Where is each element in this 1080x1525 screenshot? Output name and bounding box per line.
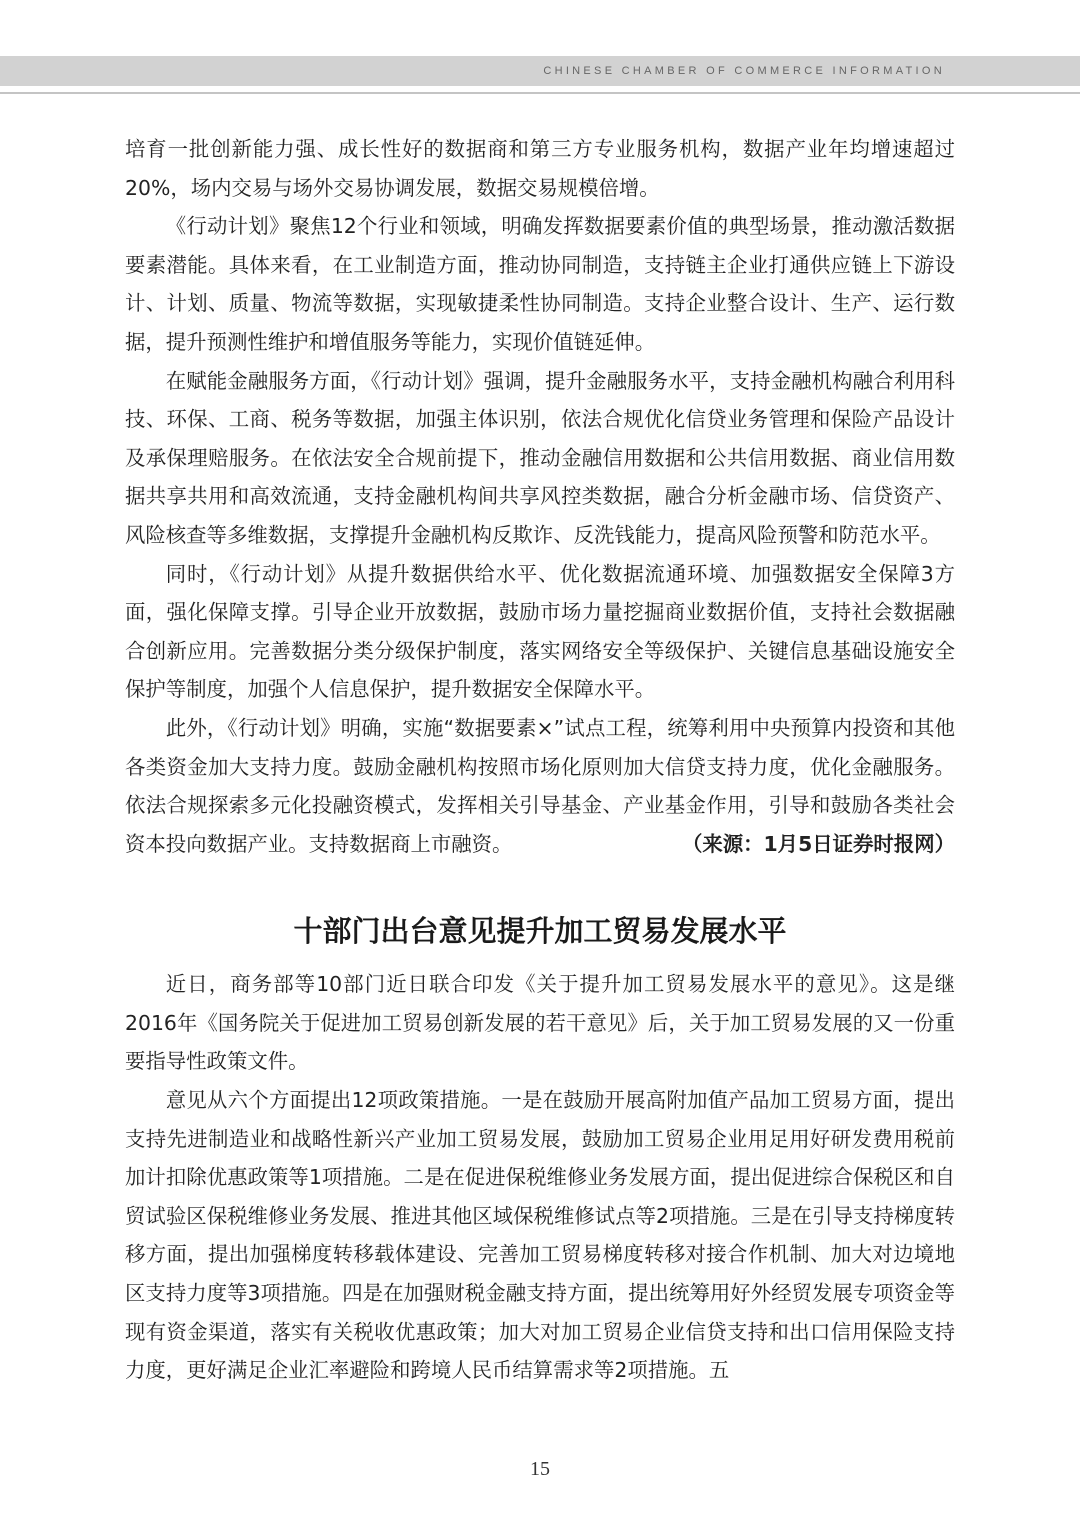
paragraph: 意见从六个方面提出12项政策措施。一是在鼓励开展高附加值产品加工贸易方面，提出支持先进制造业和战略性新兴产业加工贸易发展，鼓励加工贸易企业用足用好研发费用税前加计扣除优惠政策等1项措施。二是在促进保税维修业务发展方面，提出促进综合保税区和自贸试验区保税维修业务发展、推进其他区域保税维修试点等2项措施。三是在引导支持梯度转移方面，提出加强梯度转移载体建设、完善加工贸易梯度转移对接合作机制、加大对边境地区支持力度等3项措施。四是在加强财税金融支持方面，提出统筹用好外经贸发展专项资金等现有资金渠道，落实有关税收优惠政策；加大对加工贸易企业信贷支持和出口信用保险支持力度，更好满足企业汇率避险和跨境人民币结算需求等2项措施。五 [125,1088,955,1383]
page-number: 15 [530,1458,550,1480]
header-divider [0,92,1080,94]
article-title: 十部门出台意见提升加工贸易发展水平 [293,914,787,949]
paragraph: 在赋能金融服务方面，《行动计划》强调，提升金融服务水平，支持金融机构融合利用科技、环保、工商、税务等数据，加强主体识别，依法合规优化信贷业务管理和保险产品设计及承保理赔服务。在依法安全合规前提下，推动金融信用数据和公共信用数据、商业信用数据共享共用和高效流通，支持金融机构间共享风控类数据，融合分析金融市场、信贷资产、风险核查等多维数据，支撑提升金融机构反欺诈、反洗钱能力，提高风险预警和防范水平。 [125,368,955,547]
page-content [125,130,955,1390]
paragraph-text: 此外，《行动计划》明确，实施“数据要素×”试点工程，统筹利用中央预算内投资和其他各类资金加大支持力度。鼓励金融机构按照市场化原则加大信贷支持力度，优化金融服务。依法合规探索多元化投融资模式，发挥相关引导基金、产业基金作用，引导和鼓励各类社会资本投向数据产业。支持数据商上市融资。 [125,715,955,856]
paragraph-with-source [125,709,955,863]
paragraph: 同时，《行动计划》从提升数据供给水平、优化数据流通环境、加强数据安全保障3方面，强化保障支撑。引导企业开放数据，鼓励市场力量挖掘商业数据价值，支持社会数据融合创新应用。完善数据分类分级保护制度，落实网络安全等级保护、关键信息基础设施安全保护等制度，加强个人信息保护，提升数据安全保障水平。 [125,561,955,702]
source-citation: （来源：1月5日证券时报网） [681,831,955,856]
header-title: CHINESE CHAMBER OF COMMERCE INFORMATION [543,65,945,77]
paragraph: 培育一批创新能力强、成长性好的数据商和第三方专业服务机构，数据产业年均增速超过20%，场内交易与场外交易协调发展，数据交易规模倍增。 [125,137,955,200]
paragraph: 《行动计划》聚焦12个行业和领域，明确发挥数据要素价值的典型场景，推动激活数据要素潜能。具体来看，在工业制造方面，推动协同制造，支持链主企业打通供应链上下游设计、计划、质量、物流等数据，实现敏捷柔性协同制造。支持企业整合设计、生产、运行数据，提升预测性维护和增值服务等能力，实现价值链延伸。 [125,214,955,354]
paragraph: 近日，商务部等10部门近日联合印发《关于提升加工贸易发展水平的意见》。这是继2016年《国务院关于促进加工贸易创新发展的若干意见》后，关于加工贸易发展的又一份重要指导性政策文件。 [125,972,955,1074]
